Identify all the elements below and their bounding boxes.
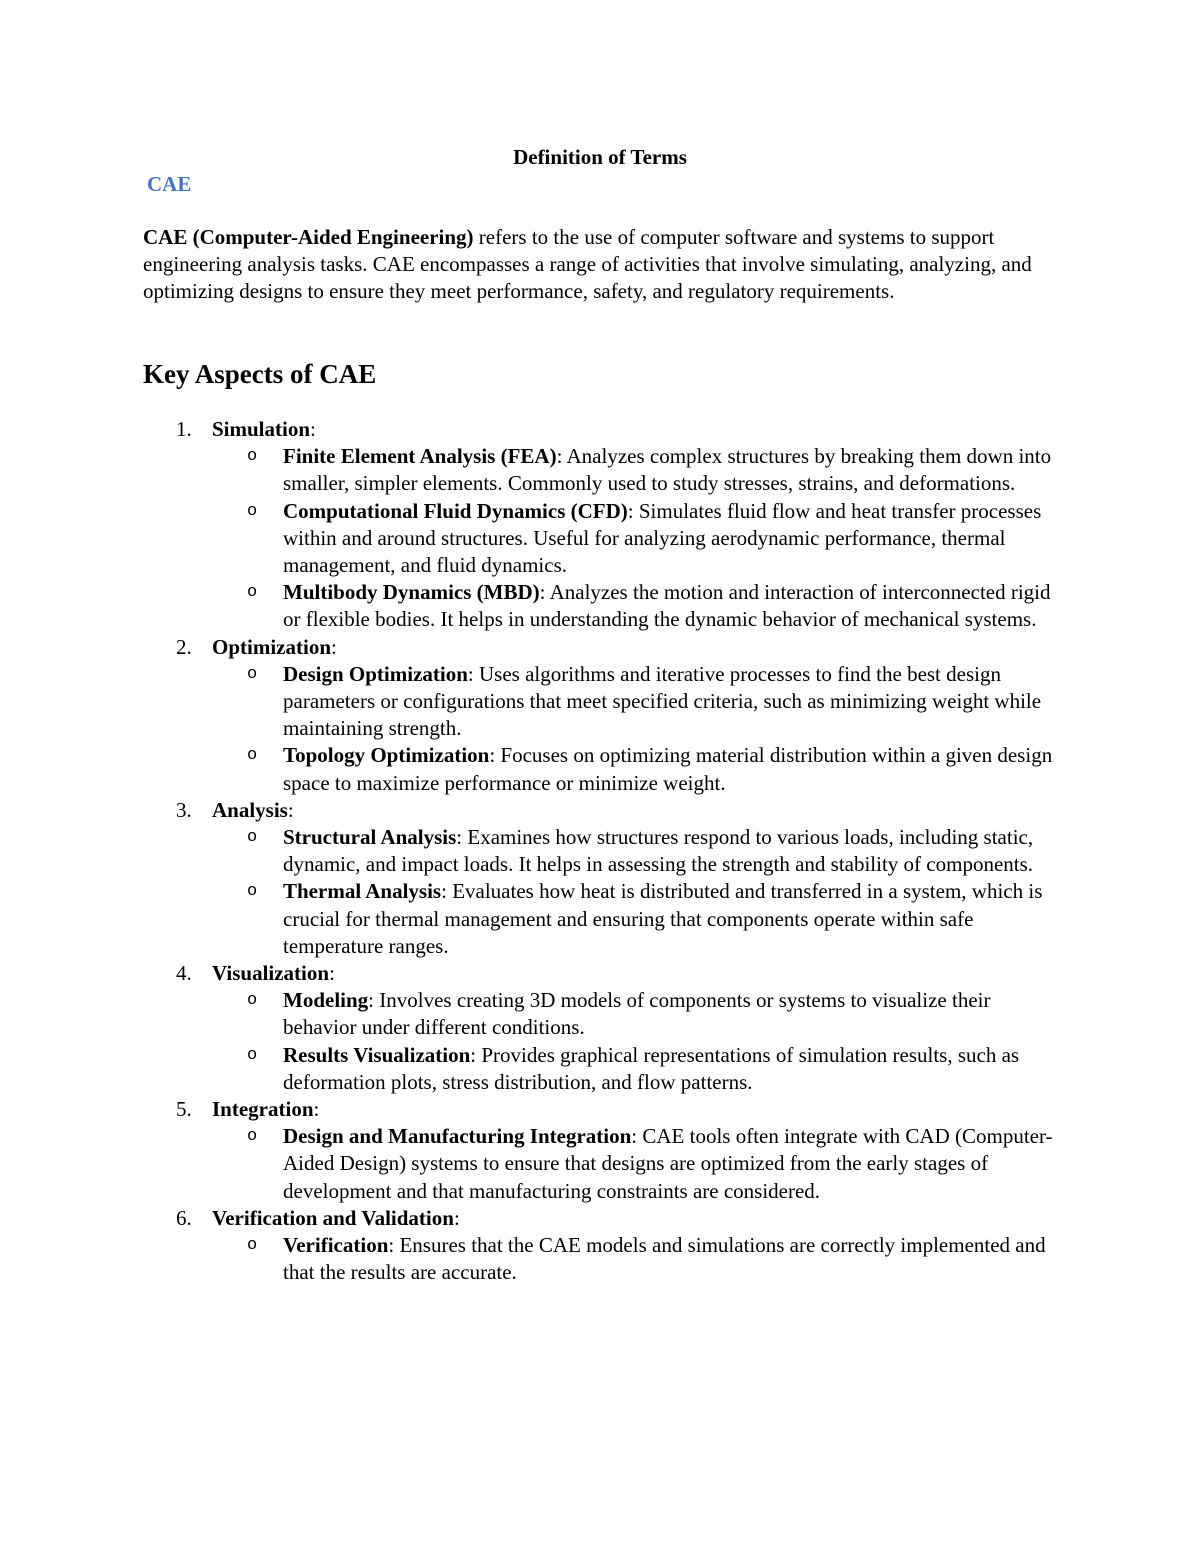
aspect-number: 6. (176, 1205, 192, 1230)
sub-list (0, 1123, 1200, 1205)
aspect-item (0, 797, 1200, 960)
item-term: Computational Fluid Dynamics (CFD) (283, 498, 628, 523)
sub-list-item (0, 1042, 1200, 1096)
bullet-icon: o (247, 991, 258, 1011)
item-term: Verification (283, 1233, 389, 1258)
item-term: Thermal Analysis (283, 879, 442, 904)
sub-list (0, 1232, 1200, 1286)
item-text: : Simulates fluid flow and heat transfer processes within and around structures. Useful for analyzing aerodynamic performance, thermal management, and fluid dynamics. (283, 498, 1042, 578)
sub-list (0, 443, 1200, 633)
aspect-item (0, 634, 1200, 797)
aspect-heading (0, 1205, 1200, 1232)
sub-list-item (0, 579, 1200, 633)
sub-list-item (0, 661, 1200, 743)
sub-list-item (0, 498, 1200, 580)
item-text: : Uses algorithms and iterative processes to find the best design parameters or configurations that meet specified criteria, such as minimizing weight while maintaining strength. (283, 661, 1042, 741)
aspect-number: 3. (176, 797, 192, 822)
sub-list-item (0, 1232, 1200, 1286)
aspect-number: 2. (176, 634, 192, 659)
aspect-title: Simulation (212, 417, 311, 441)
item-term: Multibody Dynamics (MBD) (283, 580, 540, 605)
intro-text: refers to the use of computer software and systems to support engineering analysis tasks. CAE encompasses a range of activities that involve simulating, analyzing, and optimizing designs to ensure they meet performance, safety, and regulatory requirements. (143, 225, 1032, 303)
aspect-number: 5. (176, 1097, 192, 1122)
bullet-icon: o (247, 1236, 258, 1256)
intro-paragraph (143, 224, 1063, 305)
aspect-title: Analysis (212, 797, 288, 822)
bullet-icon: o (247, 447, 258, 467)
document-title: Definition of Terms (513, 145, 687, 169)
sub-list-item (0, 1123, 1200, 1205)
aspect-colon: : (331, 634, 337, 659)
bullet-icon: o (247, 664, 258, 684)
sub-list-item (0, 824, 1200, 878)
aspect-title: Integration (212, 1097, 314, 1122)
item-text: : Examines how structures respond to various loads, including static, dynamic, and impact loads. It helps in assessing the strength and stability of components. (283, 825, 1034, 877)
aspect-title: Verification and Validation (212, 1205, 454, 1230)
aspect-item (0, 960, 1200, 1096)
item-text: : CAE tools often integrate with CAD (Computer-Aided Design) systems to ensure that designs are optimized from the early stages of development and that manufacturing constraints are considered. (283, 1124, 1053, 1203)
aspect-number: 1. (176, 417, 192, 441)
aspect-colon: : (313, 1097, 320, 1122)
bullet-icon: o (247, 1045, 258, 1065)
item-term: Structural Analysis (283, 825, 457, 850)
bullet-icon: o (247, 501, 258, 521)
sub-list-item (0, 987, 1200, 1041)
intro-term: CAE (Computer-Aided Engineering) (143, 225, 474, 249)
aspect-item (0, 416, 1200, 634)
aspect-number: 4. (176, 961, 192, 986)
sub-list (0, 987, 1200, 1096)
item-text: : Focuses on optimizing material distribution within a given design space to maximize performance or minimize weight. (283, 743, 1053, 795)
aspect-title: Visualization (212, 961, 330, 986)
aspect-colon: : (329, 961, 335, 986)
item-text: : Evaluates how heat is distributed and transferred in a system, which is crucial for thermal management and ensuring that components operate within safe temperature ranges. (283, 879, 1043, 958)
aspect-colon: : (453, 1205, 460, 1230)
sub-list-item (0, 443, 1200, 497)
key-aspects-list (0, 416, 1200, 1287)
item-term: Design and Manufacturing Integration (283, 1124, 632, 1149)
item-term: Finite Element Analysis (FEA) (283, 444, 557, 469)
aspect-colon: : (287, 797, 294, 822)
aspect-heading (0, 960, 1200, 987)
item-text: : Provides graphical representations of simulation results, such as deformation plots, stress distribution, and flow patterns. (283, 1042, 1020, 1094)
item-text: : Analyzes the motion and interaction of interconnected rigid or flexible bodies. It helps in understanding the dynamic behavior of mechanical systems. (283, 580, 1051, 632)
bullet-icon: o (247, 882, 258, 902)
bullet-icon: o (247, 746, 258, 766)
key-aspects-heading: Key Aspects of CAE (143, 359, 377, 389)
section-label: CAE (147, 172, 192, 196)
aspect-heading (0, 416, 1200, 443)
item-text: : Ensures that the CAE models and simulations are correctly implemented and that the results are accurate. (283, 1233, 1046, 1285)
aspect-heading (0, 1096, 1200, 1123)
item-term: Topology Optimization (283, 743, 490, 768)
aspect-colon: : (310, 417, 316, 441)
item-term: Modeling (283, 988, 369, 1013)
aspect-heading (0, 797, 1200, 824)
sub-list-item (0, 878, 1200, 960)
item-text: : Analyzes complex structures by breaking them down into smaller, simpler elements. Commonly used to study stresses, strains, and deformations. (283, 444, 1052, 496)
aspect-title: Optimization (212, 634, 331, 659)
aspect-heading (0, 634, 1200, 661)
sub-list (0, 661, 1200, 797)
bullet-icon: o (247, 583, 258, 603)
aspect-item (0, 1096, 1200, 1205)
bullet-icon: o (247, 828, 258, 848)
bullet-icon: o (247, 1127, 258, 1147)
sub-list (0, 824, 1200, 960)
item-text: : Involves creating 3D models of components or systems to visualize their behavior under different conditions. (283, 988, 991, 1040)
sub-list-item (0, 742, 1200, 796)
item-term: Design Optimization (283, 661, 468, 686)
item-term: Results Visualization (283, 1042, 471, 1067)
aspect-item (0, 1205, 1200, 1287)
